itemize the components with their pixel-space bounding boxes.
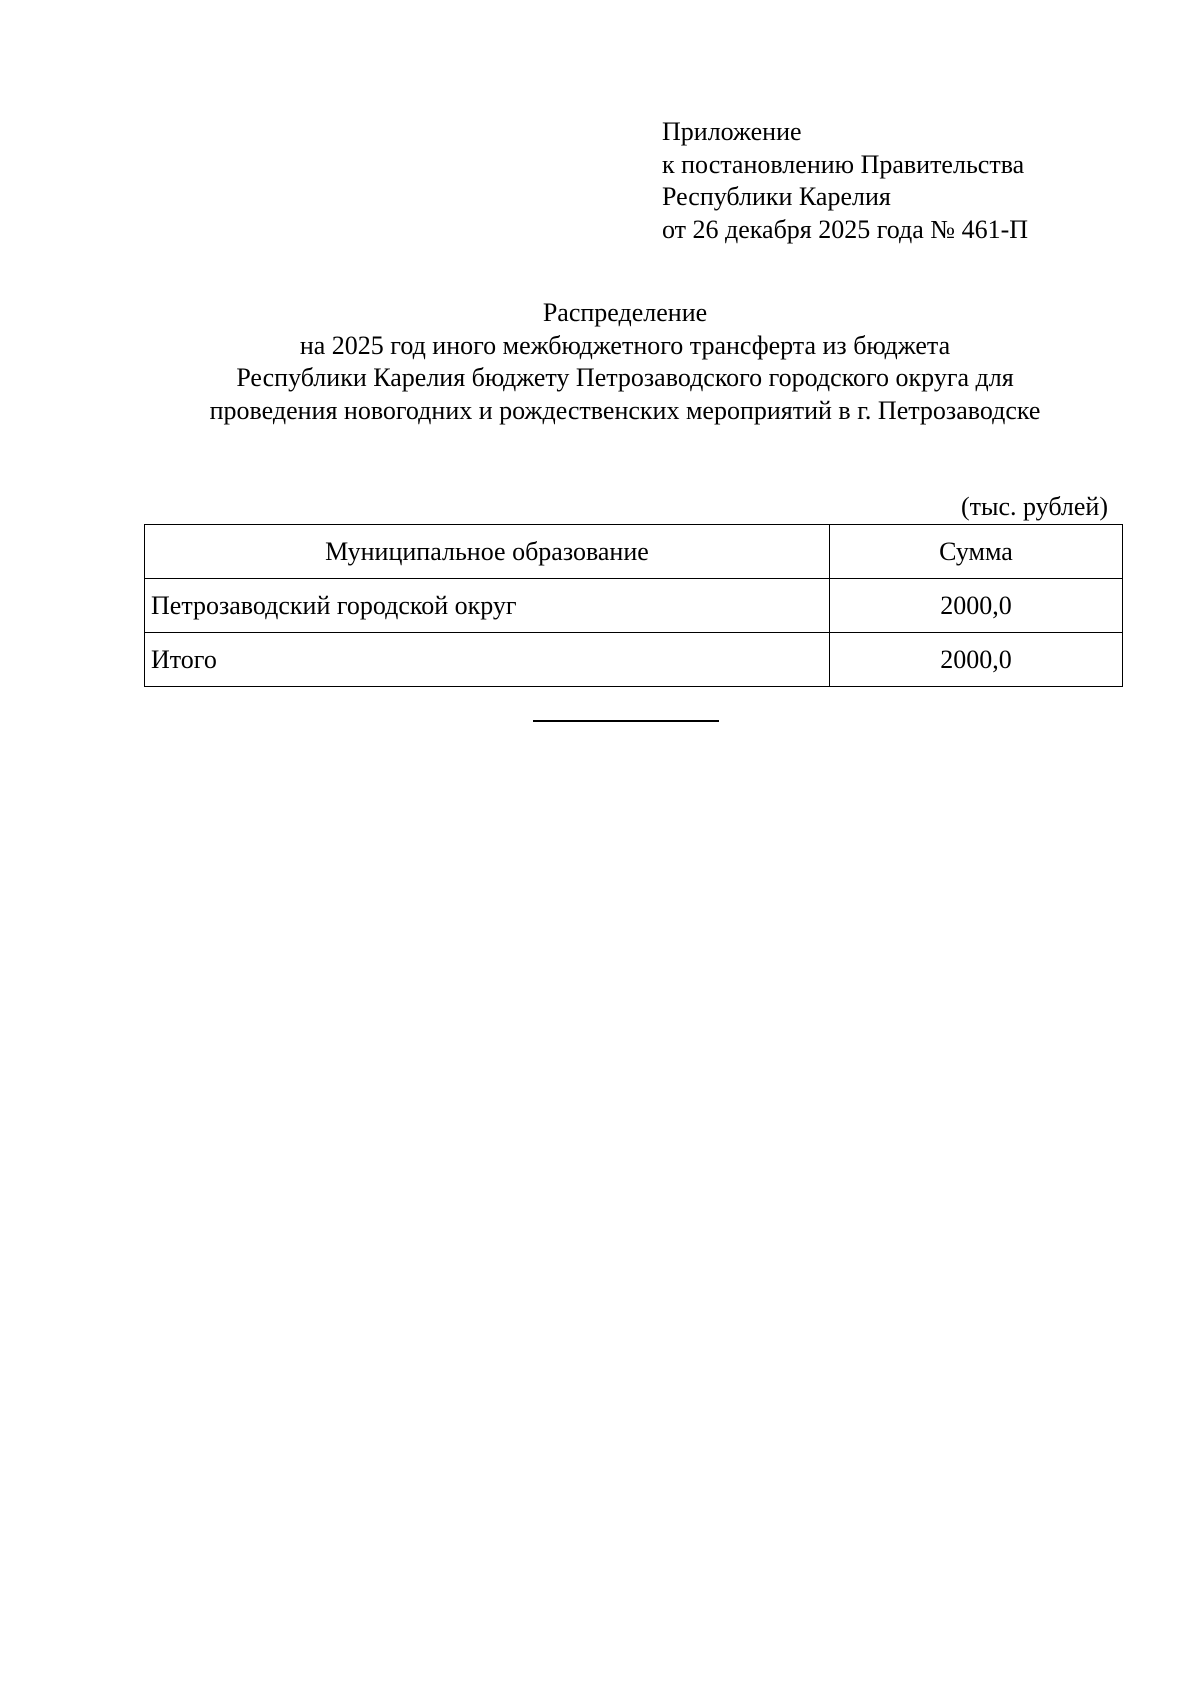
sum-cell: 2000,0	[829, 579, 1122, 633]
title-line: Республики Карелия бюджету Петрозаводского городского округа для	[236, 363, 1014, 392]
distribution-table	[144, 524, 1123, 687]
table-row-total	[145, 633, 1123, 687]
title-line: на 2025 год иного межбюджетного трансферта из бюджета	[299, 330, 951, 360]
end-separator-line	[533, 720, 719, 722]
appendix-line: Приложение	[662, 117, 802, 146]
document-title	[100, 297, 1150, 427]
unit-note: (тыс. рублей)	[960, 492, 1108, 521]
municipality-cell: Петрозаводский городской округ	[145, 579, 830, 633]
appendix-line: Республики Карелия	[662, 182, 891, 211]
appendix-block	[662, 116, 1028, 246]
total-label-cell: Итого	[145, 633, 830, 687]
table-row	[145, 579, 1123, 633]
total-sum-cell: 2000,0	[829, 633, 1122, 687]
title-line: проведения новогодних и рождественских мероприятий в г. Петрозаводске	[209, 395, 1041, 425]
column-header-sum: Сумма	[829, 525, 1122, 579]
appendix-line: к постановлению Правительства	[662, 149, 1025, 179]
column-header-municipality: Муниципальное образование	[145, 525, 830, 579]
table-header-row	[145, 525, 1123, 579]
title-line: Распределение	[542, 298, 708, 327]
appendix-line: от 26 декабря 2025 года № 461-П	[662, 214, 1029, 244]
